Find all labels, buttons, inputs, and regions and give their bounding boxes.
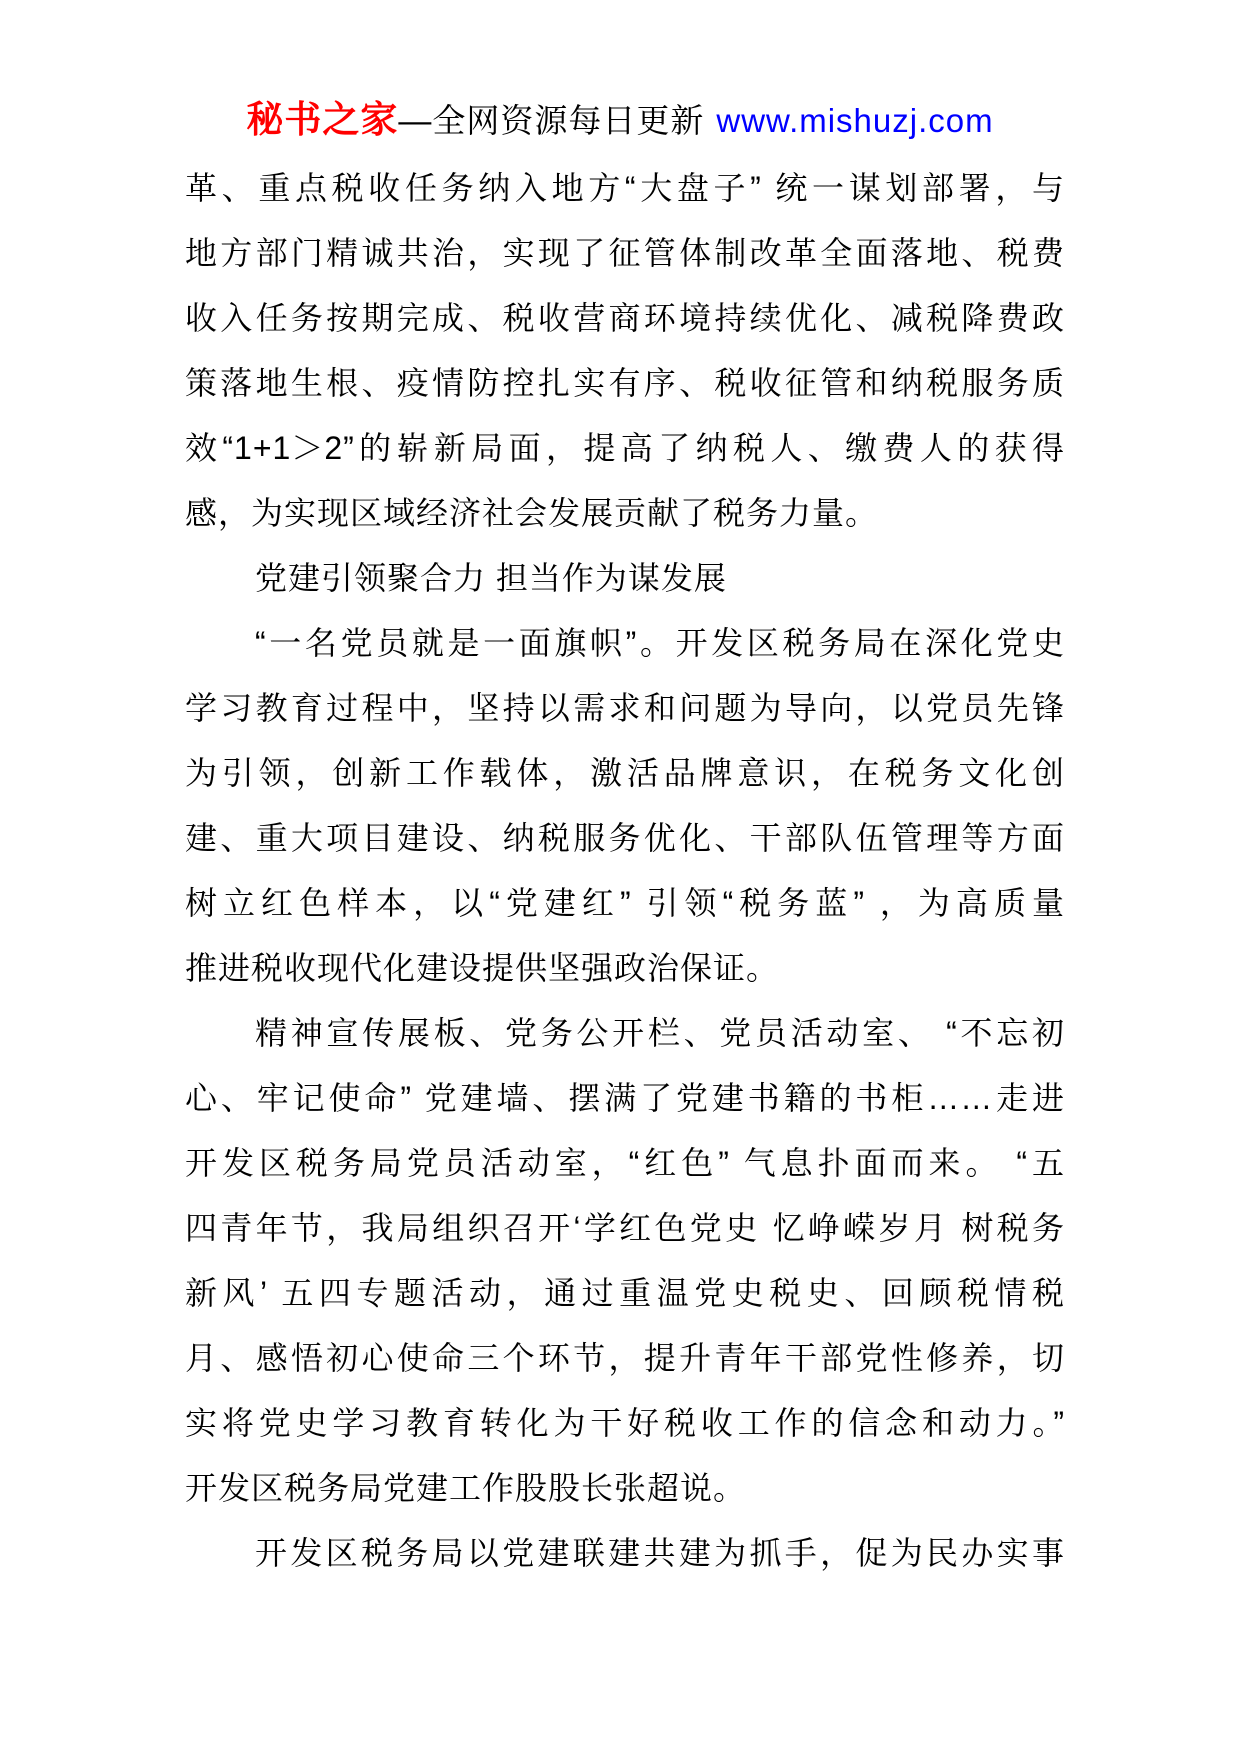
body-text-line: 心、牢记使命” 党建墙、摆满了党建书籍的书柜……走进 [185, 1080, 1065, 1116]
body-text-line: 实将党史学习教育转化为干好税收工作的信念和动力。” [185, 1405, 1065, 1441]
site-brand: 秘书之家 [246, 99, 399, 140]
page-header [0, 96, 1240, 144]
body-text-line: 为引领，创新工作载体，激活品牌意识，在税务文化创 [185, 755, 1065, 791]
body-text-line: 策落地生根、疫情防控扎实有序、税收征管和纳税服务质 [185, 365, 1065, 401]
body-text-line: 开发区税务局党员活动室，“红色” 气息扑面而来。 “五 [185, 1145, 1065, 1181]
body-text-line: 开发区税务局以党建联建共建为抓手，促为民办实事 [255, 1535, 1065, 1571]
body-text-line: 建、重大项目建设、纳税服务优化、干部队伍管理等方面 [185, 820, 1065, 856]
body-text-line: 推进税收现代化建设提供坚强政治保证。 [185, 950, 780, 986]
body-text-line: 月、感悟初心使命三个环节，提升青年干部党性修养，切 [185, 1340, 1065, 1376]
body-text-line: 收入任务按期完成、税收营商环境持续优化、减税降费政 [185, 300, 1065, 336]
body-text-line: 感，为实现区域经济社会发展贡献了税务力量。 [185, 495, 879, 531]
site-tagline: —全网资源每日更新 [398, 102, 705, 139]
body-text-line: 党建引领聚合力 担当作为谋发展 [255, 560, 727, 596]
body-text-line: 新风’ 五四专题活动，通过重温党史税史、回顾税情税 [185, 1275, 1065, 1311]
document-body [185, 156, 1065, 1586]
body-text-line: 开发区税务局党建工作股股长张超说。 [185, 1470, 747, 1506]
body-text-line: 效“1+1＞2”的崭新局面，提高了纳税人、缴费人的获得 [185, 430, 1065, 466]
body-text-line: 精神宣传展板、党务公开栏、党员活动室、 “不忘初 [255, 1015, 1065, 1051]
body-text-line: 地方部门精诚共治，实现了征管体制改革全面落地、税费 [185, 235, 1065, 271]
body-text-line: 四青年节，我局组织召开‘学红色党史 忆峥嵘岁月 树税务 [185, 1210, 1065, 1246]
body-text-line: 革、重点税收任务纳入地方“大盘子” 统一谋划部署，与 [185, 170, 1065, 206]
body-text-line: 学习教育过程中，坚持以需求和问题为导向，以党员先锋 [185, 690, 1065, 726]
site-url-link[interactable]: www.mishuzj.com [716, 102, 994, 139]
body-text-line: 树立红色样本，以“党建红” 引领“税务蓝” ，为高质量 [185, 885, 1065, 921]
body-text-line: “一名党员就是一面旗帜”。开发区税务局在深化党史 [255, 625, 1065, 661]
